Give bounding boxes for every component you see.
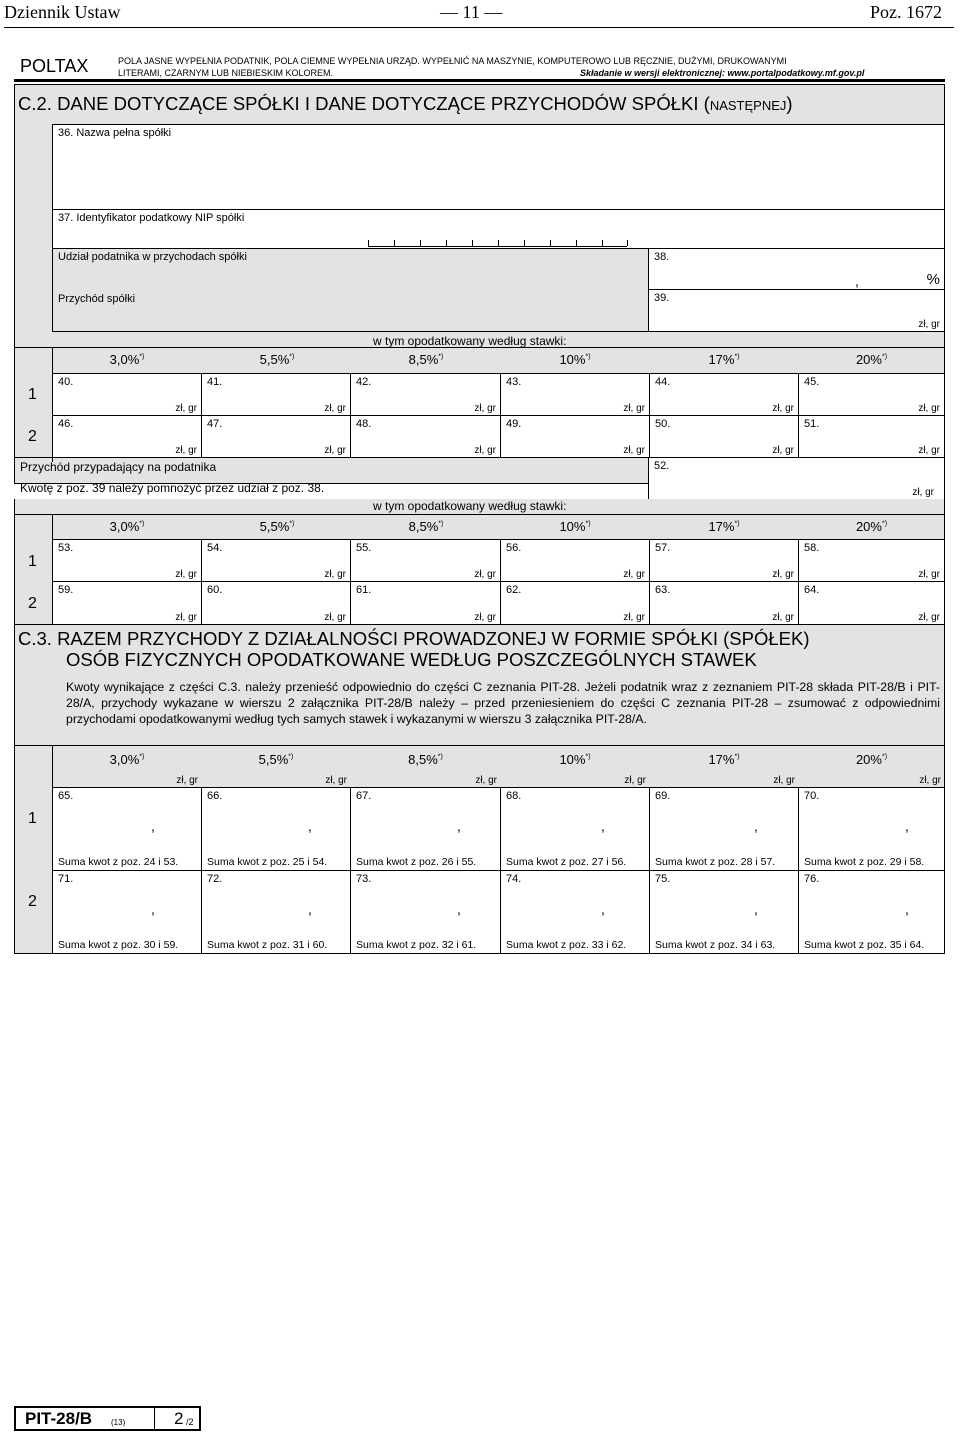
field-67[interactable]: 67. , Suma kwot z poz. 26 i 55. [350,787,501,871]
rate-17: 17%*) [708,352,740,367]
field-40[interactable]: 40. zł, gr [52,373,202,416]
field-48[interactable]: 48. zł, gr [350,415,501,458]
rate-5-5: 5,5%*) [259,352,295,367]
field-47[interactable]: 47. zł, gr [201,415,351,458]
field-72[interactable]: 72. , Suma kwot z poz. 31 i 60. [201,870,351,954]
section-c3-title-2: OSÓB FIZYCZNYCH OPODATKOWANE WEDŁUG POSZCZEGÓLNYCH STAWEK [66,649,757,670]
field-41[interactable]: 41. zł, gr [201,373,351,416]
field-51[interactable]: 51. zł, gr [798,415,945,458]
rate2-10: 10%*) [559,519,591,534]
c2-title-main: C.2. DANE DOTYCZĄCE SPÓŁKI I DANE DOTYCZĄCE PRZYCHODÓW SPÓŁKI ( [18,93,710,114]
position-number: Poz. 1672 [870,2,942,22]
section-c3-note: Kwoty wynikające z części C.3. należy przenieść odpowiednio do części C zeznania PIT-28. Jeżeli podatnik wraz z zeznaniem PIT-28 składa PIT-28/B i PIT-28/A, przychody wykazane w wierszu 2 załącznika PIT-28/B należy – przed przeniesieniem do części C zeznania PIT-28 – zsumować z odpowiednimi przychodami opodatkowanymi według tych samych stawek i wykazanymi w wierszu 3 załącznika PIT-28/A. [66,680,940,726]
field-49[interactable]: 49. zł, gr [500,415,650,458]
c3-rate-10: 10%*) zł, gr [559,752,646,786]
row-label-1: 1 [28,386,37,403]
share-label: Udział podatnika w przychodach spółki [58,251,247,263]
section-c3-title-1: C.3. RAZEM PRZYCHODY Z DZIAŁALNOŚCI PROWADZONEJ W FORMIE SPÓŁKI (SPÓŁEK) [18,628,810,649]
field-64[interactable]: 64. zł, gr [798,581,945,625]
footer-form-name: PIT-28/B [25,1409,93,1428]
field-50[interactable]: 50. zł, gr [649,415,799,458]
rate-3-0: 3,0%*) [109,352,145,367]
taxed-header-1: w tym opodatkowany według stawki: [373,334,567,348]
field-44[interactable]: 44. zł, gr [649,373,799,416]
field-42[interactable]: 42. zł, gr [350,373,501,416]
field-56[interactable]: 56. zł, gr [500,539,650,582]
field-74[interactable]: 74. , Suma kwot z poz. 33 i 62. [500,870,650,954]
row-label-4: 2 [28,595,37,612]
line [14,745,945,746]
field-46[interactable]: 46. zł, gr [52,415,202,458]
field-70[interactable]: 70. , Suma kwot z poz. 29 i 58. [798,787,945,871]
f39-label: 39. [654,292,670,304]
share-comma: , [855,273,859,289]
field-54[interactable]: 54. zł, gr [201,539,351,582]
rate2-5-5: 5,5%*) [259,519,295,534]
journal-name: Dziennik Ustaw [4,2,121,22]
f52-label: 52. [654,460,670,472]
field-57[interactable]: 57. zł, gr [649,539,799,582]
taxed-header-2: w tym opodatkowany według stawki: [373,499,567,513]
field-59[interactable]: 59. zł, gr [52,581,202,625]
footer-version: (13) [111,1418,126,1427]
poltax-logo: POLTAX [20,56,89,76]
field-61[interactable]: 61. zł, gr [350,581,501,625]
revenue-label: Przychód spółki [58,293,136,305]
field-55[interactable]: 55. zł, gr [350,539,501,582]
c3-rate-17: 17%*) zł, gr [708,752,795,786]
rate-8-5: 8,5%*) [408,352,444,367]
c2-title-small: NASTĘPNEJ [709,98,787,113]
zl-gr: zł, gr [918,319,940,330]
f36-label: 36. Nazwa pełna spółki [58,127,172,139]
footer-pages: /2 [186,1417,194,1427]
company-revenue-field[interactable] [648,289,945,332]
c3-rate-8-5: 8,5%*) zł, gr [408,752,497,786]
header-rule [4,27,954,28]
field-60[interactable]: 60. zł, gr [201,581,351,625]
rate2-3-0: 3,0%*) [109,519,145,534]
footer-divider [154,1406,155,1431]
form-footer [14,1406,201,1431]
field-62[interactable]: 62. zł, gr [500,581,650,625]
rate-10: 10%*) [559,352,591,367]
field-69[interactable]: 69. , Suma kwot z poz. 28 i 57. [649,787,799,871]
field-53[interactable]: 53. zł, gr [52,539,202,582]
electronic-filing-note: Składanie w wersji elektronicznej: www.portalpodatkowy.mf.gov.pl [580,68,865,78]
footer-page: 2 [174,1409,184,1428]
instruction-line2: LITERAMI, CZARNYM LUB NIEBIESKIM KOLOREM. [118,68,334,78]
field-68[interactable]: 68. , Suma kwot z poz. 27 i 56. [500,787,650,871]
rate2-17: 17%*) [708,519,740,534]
field-75[interactable]: 75. , Suma kwot z poz. 34 i 63. [649,870,799,954]
field-45[interactable]: 45. zł, gr [798,373,945,416]
row-label-2: 2 [28,428,37,445]
f38-label: 38. [654,251,670,263]
page-number: — 11 — [440,2,503,22]
field-73[interactable]: 73. , Suma kwot z poz. 32 i 61. [350,870,501,954]
instruction-line1: POLA JASNE WYPEŁNIA PODATNIK, POLA CIEMNE WYPEŁNIA URZĄD. WYPEŁNIĆ NA MASZYNIE, KOMPUTEROWO LUB RĘCZNIE, DUŻYMI, DRUKOWANYMI [118,56,787,66]
rate-20: 20%*) [855,352,888,367]
header-thick-rule [14,79,945,82]
c3-rate-5-5: 5,5%*) zł, gr [258,752,347,786]
nip-comb [368,246,627,247]
rate2-8-5: 8,5%*) [408,519,444,534]
row-label-3: 1 [28,553,37,570]
attrib-label: Przychód przypadający na podatnika [20,460,217,474]
rate2-20: 20%*) [855,519,888,534]
section-c2-title [18,93,793,115]
line [14,347,945,348]
f37-label: 37. Identyfikator podatkowy NIP spółki [58,212,245,224]
attrib-revenue-field[interactable] [648,457,945,500]
line [14,514,945,515]
c3-rate-3-0: 3,0%*) zł, gr [109,752,198,786]
field-58[interactable]: 58. zł, gr [798,539,945,582]
field-65[interactable]: 65. , Suma kwot z poz. 24 i 53. [52,787,202,871]
zl-gr: zł, gr [912,487,934,498]
c3-row-label-2: 2 [28,893,37,910]
share-field[interactable] [648,248,945,290]
c2-title-end: ) [786,93,793,114]
c3-row-label-1: 1 [28,810,37,827]
company-name-field[interactable] [52,124,945,210]
multiply-note: Kwotę z poz. 39 należy pomnożyć przez udział z poz. 38. [20,481,325,495]
percent-sign: % [926,271,940,288]
field-76[interactable]: 76. , Suma kwot z poz. 35 i 64. [798,870,945,954]
field-66[interactable]: 66. , Suma kwot z poz. 25 i 54. [201,787,351,871]
field-71[interactable]: 71. , Suma kwot z poz. 30 i 59. [52,870,202,954]
field-63[interactable]: 63. zł, gr [649,581,799,625]
c3-rate-20: 20%*) zł, gr [855,752,941,786]
field-43[interactable]: 43. zł, gr [500,373,650,416]
